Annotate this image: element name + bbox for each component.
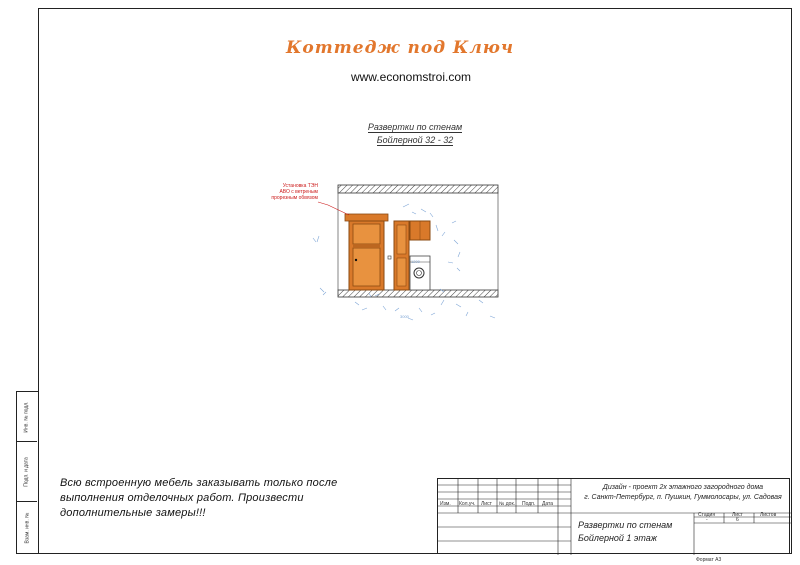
floor-slab (338, 290, 498, 297)
website-url[interactable]: www.economstroi.com (350, 70, 472, 84)
furniture-note (60, 476, 350, 521)
format-label: Формат А3 (696, 557, 722, 563)
drawing-title-line2: Бойлерной 32 - 32 (376, 135, 454, 145)
drawing-title-line1: Развертки по стенам (367, 122, 463, 132)
wall-cabinet (410, 221, 430, 240)
note-line-3: дополнительные замеры!!! (60, 507, 206, 519)
sheet-value: 6 (736, 517, 739, 523)
sheet-title-line1: Развертки по стенам (578, 520, 673, 530)
col-izm: Изм. (440, 501, 451, 507)
door (345, 214, 388, 290)
svg-text:1200: 1200 (411, 259, 420, 264)
sheet-label: Лист (732, 512, 743, 518)
col-doc: № док. (499, 501, 516, 507)
col-kol: Кол.уч. (459, 501, 476, 507)
ceiling-slab (338, 185, 498, 193)
sheets-label: Листов (760, 512, 777, 518)
note-line-2: выполнения отделочных работ. Произвести (60, 492, 304, 504)
brand-title: Коттедж под Ключ (285, 38, 515, 58)
tall-cabinet (394, 221, 409, 290)
svg-text:3000: 3000 (400, 314, 409, 319)
callout-leader (318, 202, 349, 215)
title-block (437, 478, 790, 554)
col-sign: Подп. (522, 501, 536, 507)
stage-value: - (706, 517, 708, 523)
strip-label-inv: Инв. № подл. (24, 400, 30, 433)
col-list: Лист (481, 501, 492, 507)
strip-label-replace: Взам. инв. № (24, 512, 31, 544)
sheet-title-line2: Бойлерной 1 этаж (578, 533, 657, 543)
strip-label-sign: Подп. и дата (24, 456, 31, 487)
note-line-1: Всю встроенную мебель заказывать только после (60, 477, 338, 489)
col-date: Дата (542, 501, 554, 507)
project-name-line2: г. Санкт-Петербург, п. Пушкин, Гуммолосары, ул. Садовая (584, 494, 782, 501)
callout-text: Установка ТЭН АВО с ветреным прорезным обвязом (271, 183, 318, 201)
stage-label: Стадия (698, 512, 716, 518)
project-name-line1: Дизайн - проект 2х этажного загородного дома (602, 484, 764, 491)
